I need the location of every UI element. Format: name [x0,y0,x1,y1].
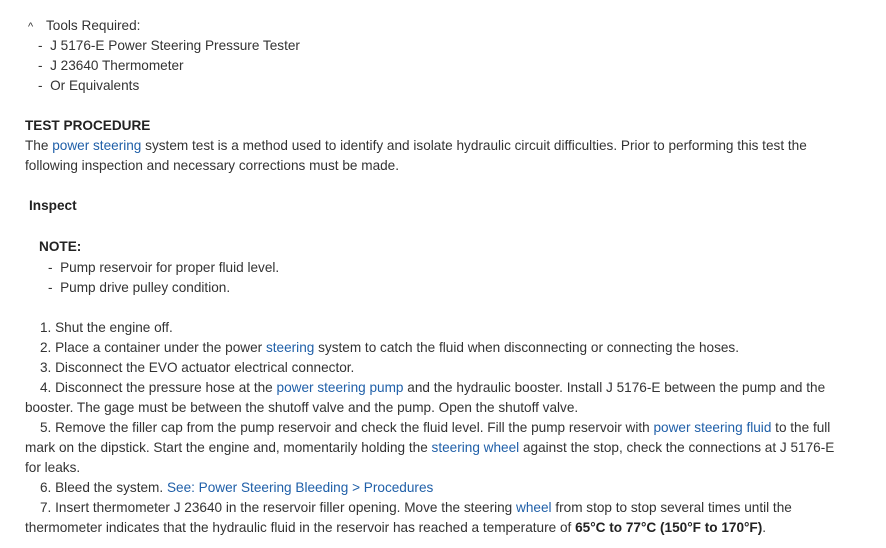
note-label: NOTE: [39,239,82,254]
note-item: - Pump drive pulley condition. [48,280,231,295]
intro-paragraph-line-2: following inspection and necessary corrections must be made. [25,158,400,173]
step-5-line-1: 5. Remove the filler cap from the pump reservoir and check the fluid level. Fill the pump reservoir with power steering fluid to the full [40,420,831,435]
step-5-line-2: mark on the dipstick. Start the engine and, momentarily holding the steering wheel against the stop, check the connections at J 5176-E [25,440,835,455]
step-4-line-2: booster. The gage must be between the shutoff valve and the pump. Open the shutoff valve. [25,400,579,415]
temperature-range: 65°C to 77°C (150°F to 170°F) [575,520,763,535]
tools-heading-line [28,16,140,37]
power-steering-pump-link[interactable]: power steering pump [276,380,404,395]
wheel-link[interactable]: wheel [516,500,552,515]
step-4-line-1: 4. Disconnect the pressure hose at the power steering pump and the hydraulic booster. Install J 5176-E between the pump and the [40,380,826,395]
tool-item: - Or Equivalents [38,78,140,93]
power-steering-bleeding-link[interactable]: See: Power Steering Bleeding > Procedures [166,480,434,495]
power-steering-fluid-link[interactable]: power steering fluid [653,420,772,435]
step-3: 3. Disconnect the EVO actuator electrical connector. [40,360,355,375]
tool-item: - J 23640 Thermometer [38,58,184,73]
test-procedure-heading: TEST PROCEDURE [25,118,151,133]
intro-paragraph-line-1: The power steering system test is a method used to identify and isolate hydraulic circuit difficulties. Prior to performing this test the [25,138,807,153]
step-1: 1. Shut the engine off. [40,320,173,335]
step-6: 6. Bleed the system. See: Power Steering Bleeding > Procedures [40,480,434,495]
step-2: 2. Place a container under the power steering system to catch the fluid when disconnecting or connecting the hoses. [40,340,740,355]
step-7-line-2: thermometer indicates that the hydraulic fluid in the reservoir has reached a temperature of 65°C to 77°C (150°F to 170°F). [25,520,767,535]
collapse-caret-icon[interactable]: ^ [28,21,34,33]
power-steering-link[interactable]: power steering [52,138,142,153]
tool-item: - J 5176-E Power Steering Pressure Tester [38,38,300,53]
step-7-line-1: 7. Insert thermometer J 23640 in the reservoir filler opening. Move the steering wheel from stop to stop several times until the [40,500,792,515]
note-item: - Pump reservoir for proper fluid level. [48,260,280,275]
inspect-heading: Inspect [29,198,77,213]
steering-wheel-link[interactable]: steering wheel [431,440,520,455]
step-5-line-3: for leaks. [25,460,81,475]
steering-link[interactable]: steering [265,340,315,355]
tools-heading: Tools Required: [46,18,141,33]
